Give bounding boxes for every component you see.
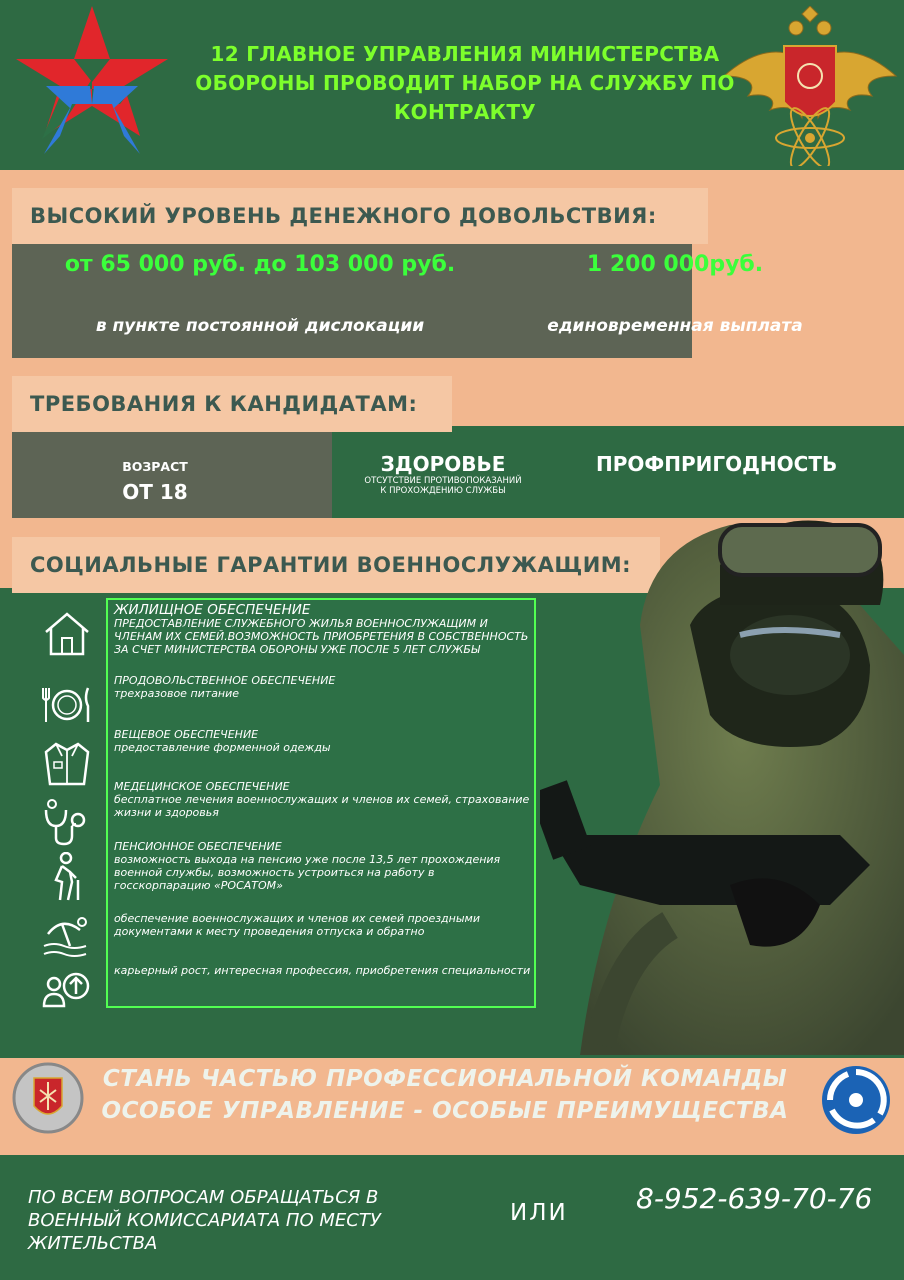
- social-title: СОЦИАЛЬНЫЕ ГАРАНТИИ ВОЕННОСЛУЖАЩИМ:: [12, 537, 660, 593]
- bonus-amount: 1 200 000руб.: [586, 252, 764, 277]
- slogan-line: СТАНЬ ЧАСТЬЮ ПРОФЕССИОНАЛЬНОЙ КОМАНДЫ: [102, 1066, 788, 1092]
- social-guarantees-list: [106, 598, 536, 1008]
- elderly-icon: [40, 852, 94, 902]
- contact-note-line: ПО ВСЕМ ВОПРОСАМ ОБРАЩАТЬСЯ В: [28, 1187, 379, 1208]
- list-item: [114, 728, 532, 754]
- contact-note-line: ЖИТЕЛЬСТВА: [28, 1233, 158, 1254]
- phone-number[interactable]: 8-952-639-70-76: [636, 1182, 873, 1215]
- list-item: [114, 964, 532, 977]
- header-title-line: КОНТРАКТУ: [394, 100, 536, 124]
- stethoscope-icon: [40, 796, 94, 846]
- soldier-illustration: [540, 485, 904, 1055]
- bonus-caption: единовременная выплата: [547, 316, 803, 336]
- career-icon: [40, 966, 94, 1016]
- header-title-line: ОБОРОНЫ ПРОВОДИТ НАБОР НА СЛУЖБУ ПО: [195, 71, 735, 95]
- seal-emblem-logo: [10, 1060, 86, 1136]
- shirt-icon: [40, 738, 94, 788]
- age-value: ОТ 18: [122, 480, 188, 504]
- plate-icon: [40, 680, 94, 730]
- list-item: [114, 780, 532, 819]
- list-item: [114, 912, 532, 938]
- list-item-text: ПРЕДОСТАВЛЕНИЕ СЛУЖЕБНОГО ЖИЛЬЯ ВОЕННОСЛУЖАЩИМ И ЧЛЕНАМ ИХ СЕМЕЙ.ВОЗМОЖНОСТЬ ПРИОБРЕТЕНИЯ В СОБСТВЕННОСТЬ ЗА СЧЕТ МИНИСТЕРСТВА ОБОРОНЫ УЖЕ ПОСЛЕ 5 ЛЕТ СЛУЖБЫ: [114, 617, 529, 656]
- slogan-line: ОСОБОЕ УПРАВЛЕНИЕ - ОСОБЫЕ ПРЕИМУЩЕСТВА: [101, 1098, 789, 1124]
- health-note: [340, 476, 546, 496]
- list-item-heading: ПЕНСИОННОЕ ОБЕСПЕЧЕНИЕ: [114, 840, 282, 853]
- list-item-heading: ПРОДОВОЛЬСТВЕННОЕ ОБЕСПЕЧЕНИЕ: [114, 674, 336, 687]
- list-item-text: бесплатное лечения военнослужащих и членов их семей, страхование жизни и здоровья: [114, 793, 530, 819]
- list-item-text: возможность выхода на пенсию уже после 13,5 лет прохождения военной службы, возможность устроиться на работу в госскорпарацию «РОСАТОМ»: [114, 853, 501, 892]
- army-star-logo: [12, 4, 172, 156]
- list-item-heading: ЖИЛИЩНОЕ ОБЕСПЕЧЕНИЕ: [114, 602, 311, 618]
- list-item-heading: ВЕЩЕВОЕ ОБЕСПЕЧЕНИЕ: [114, 728, 259, 741]
- header-title-line: 12 ГЛАВНОЕ УПРАВЛЕНИЯ МИНИСТЕРСТВА: [210, 42, 720, 66]
- list-item-text: предоставление форменной одежды: [114, 741, 331, 754]
- header-title: [160, 40, 770, 127]
- or-label: ИЛИ: [510, 1200, 568, 1226]
- beach-icon: [40, 912, 94, 962]
- health-label: ЗДОРОВЬЕ: [380, 452, 506, 476]
- contact-note: [28, 1186, 488, 1255]
- list-item-text: обеспечение военнослужащих и членов их семей проездными документами к месту проведения отпуска и обратно: [114, 912, 480, 938]
- salary-title: ВЫСОКИЙ УРОВЕНЬ ДЕНЕЖНОГО ДОВОЛЬСТВИЯ:: [12, 188, 708, 244]
- health-note-line: ОТСУТСТВИЕ ПРОТИВОПОКАЗАНИЙ: [364, 476, 522, 486]
- rosatom-logo: [818, 1062, 894, 1138]
- list-item-heading: МЕДЕЦИНСКОЕ ОБЕСПЕЧЕНИЕ: [114, 780, 290, 793]
- requirements-title: ТРЕБОВАНИЯ К КАНДИДАТАМ:: [12, 376, 452, 432]
- house-icon: [40, 608, 94, 658]
- fitness-label: ПРОФПРИГОДНОСТЬ: [596, 452, 838, 476]
- list-item-text: карьерный рост, интересная профессия, приобретения специальности: [114, 964, 531, 977]
- list-item: [114, 604, 532, 656]
- list-item: [114, 840, 532, 892]
- salary-range-caption: в пункте постоянной дислокации: [95, 316, 425, 336]
- list-item: [114, 674, 532, 700]
- age-label: ВОЗРАСТ: [122, 459, 188, 474]
- salary-range: от 65 000 руб. до 103 000 руб.: [64, 252, 456, 277]
- list-item-text: трехразовое питание: [114, 687, 240, 700]
- contact-note-line: ВОЕННЫЙ КОМИССАРИАТА ПО МЕСТУ: [28, 1210, 381, 1231]
- health-note-line: К ПРОХОЖДЕНИЮ СЛУЖБЫ: [380, 486, 506, 496]
